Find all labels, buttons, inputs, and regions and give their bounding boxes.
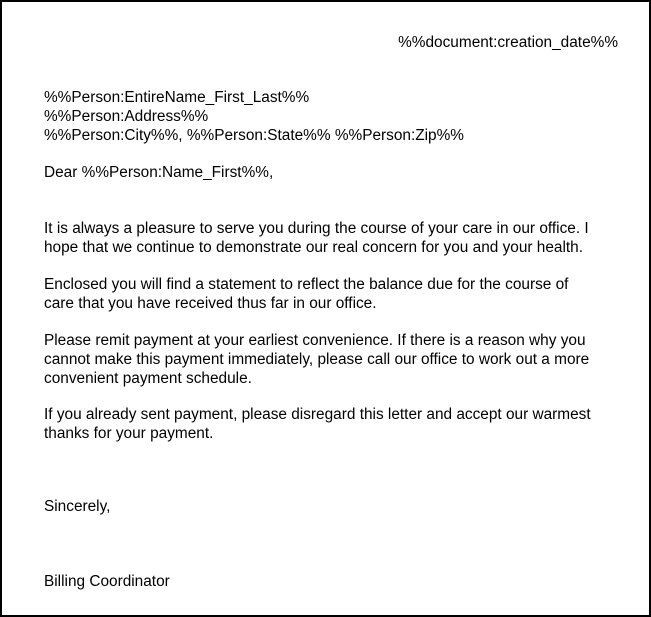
paragraph-statement — [44, 275, 624, 313]
paragraph-line: Please remit payment at your earliest convenience. If there is a reason why you — [44, 332, 586, 349]
paragraph-line: thanks for your payment. — [44, 425, 214, 442]
document-date: %%document:creation_date%% — [398, 34, 618, 51]
paragraph-disregard — [44, 405, 624, 443]
paragraph-line: It is always a pleasure to serve you during the course of your care in our office. I — [44, 220, 589, 237]
paragraph-line: convenient payment schedule. — [44, 370, 252, 387]
salutation: Dear %%Person:Name_First%%, — [44, 164, 274, 181]
paragraph-line: If you already sent payment, please disregard this letter and accept our warmest — [44, 406, 591, 423]
recipient-name: %%Person:EntireName_First_Last%% — [44, 89, 310, 106]
signer-title: Billing Coordinator — [44, 573, 170, 590]
closing: Sincerely, — [44, 498, 111, 515]
paragraph-line: hope that we continue to demonstrate our real concern for you and your health. — [44, 239, 584, 256]
paragraph-line: care that you have received thus far in our office. — [44, 295, 377, 312]
paragraph-pleasure — [44, 219, 624, 257]
recipient-street: %%Person:Address%% — [44, 108, 209, 125]
paragraph-remit — [44, 331, 624, 388]
paragraph-line: cannot make this payment immediately, please call our office to work out a more — [44, 351, 590, 368]
recipient-city-state-zip: %%Person:City%%, %%Person:State%% %%Person:Zip%% — [44, 127, 464, 144]
paragraph-line: Enclosed you will find a statement to reflect the balance due for the course of — [44, 276, 569, 293]
recipient-address — [44, 88, 624, 145]
